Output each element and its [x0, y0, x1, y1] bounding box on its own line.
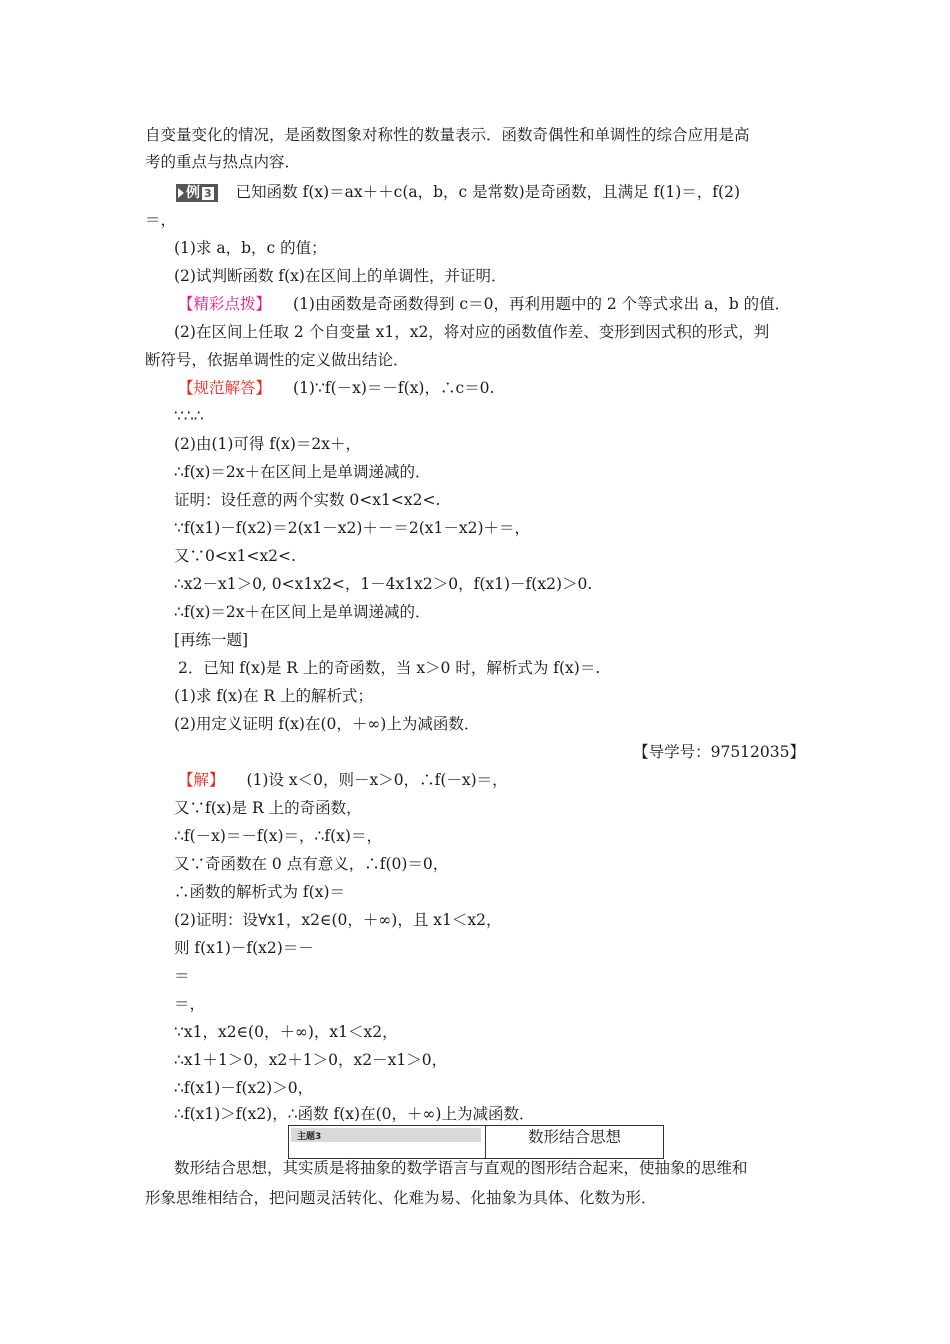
topic-label-bar: [291, 1128, 481, 1142]
tip-line: [178, 294, 790, 314]
solution-line: ∵∴∴: [174, 407, 204, 425]
answer-line: ∴f(x1)＞f(x2)，∴函数 f(x)在(0，＋∞)上为减函数．: [174, 1105, 535, 1123]
topic-header-box: [288, 1125, 664, 1159]
solution-line: (2)由(1)可得 f(x)＝2x＋，: [174, 435, 362, 453]
example-3-statement: 已知函数 f(x)＝ax＋＋c(a，b，c 是常数)是奇函数，且满足 f(1)＝，f(2): [235, 183, 740, 201]
solution-line: 又∵0<x1<x2<.: [174, 547, 296, 565]
solution-line: [178, 378, 494, 398]
example-3-line: [176, 182, 740, 202]
solution-line: ∴x2－x1＞0, 0<x1x2<，1－4x1x2＞0，f(x1)－f(x2)＞0.: [174, 575, 593, 593]
paragraph-line: 断符号，依据单调性的定义做出结论．: [145, 351, 409, 369]
answer-line: 则 f(x1)－f(x2)＝－: [174, 939, 314, 957]
triangle-icon: [178, 188, 184, 198]
answer-line: [178, 770, 508, 790]
solution-line: ∴f(x)＝2x＋在区间上是单调递减的．: [174, 603, 431, 621]
answer-line: ∴x1＋1＞0，x2＋1＞0，x2－x1＞0，: [174, 1051, 448, 1069]
solution-tag: 【规范解答】: [178, 379, 272, 397]
answer-line: ∴f(－x)＝－f(x)＝，∴f(x)＝，: [174, 827, 382, 845]
question-1: (1)求 a，b，c 的值；: [174, 239, 327, 257]
question-2: (2)试判断函数 f(x)在区间上的单调性，并证明．: [174, 267, 507, 285]
answer-line: ∴函数的解析式为 f(x)＝: [174, 883, 346, 901]
answer-line: ∴f(x1)－f(x2)＞0，: [174, 1079, 314, 1097]
practice-subquestion-1: (1)求 f(x)在 R 上的解析式；: [174, 687, 373, 705]
paragraph-line: 数形结合思想，其实质是将抽象的数学语言与直观的图形结合起来，使抽象的思维和: [174, 1159, 748, 1177]
answer-text: (1)设 x＜0，则－x＞0，∴f(－x)＝，: [246, 771, 508, 789]
answer-line: ∵x1，x2∈(0，＋∞)，x1＜x2，: [174, 1023, 398, 1041]
example-badge-number: 3: [204, 187, 212, 200]
paragraph-line: ＝，: [145, 211, 177, 229]
answer-line: 又∵f(x)是 R 上的奇函数，: [174, 799, 362, 817]
example-badge-label: 例: [186, 185, 200, 201]
solution-line: ∴f(x)＝2x＋在区间上是单调递减的．: [174, 463, 431, 481]
answer-tag: 【解】: [178, 771, 225, 789]
answer-line: ＝，: [174, 995, 206, 1013]
practice-heading: [再练一题]: [174, 631, 249, 649]
guide-reference-number: 【导学号：97512035】: [633, 743, 805, 761]
answer-line: ＝: [174, 967, 190, 985]
paragraph-line: 形象思维相结合，把问题灵活转化、化难为易、化抽象为具体、化数为形．: [145, 1189, 657, 1207]
topic-title: 数形结合思想: [527, 1128, 621, 1146]
answer-line: 又∵奇函数在 0 点有意义，∴f(0)＝0，: [174, 855, 449, 873]
example-badge: [176, 184, 218, 202]
solution-text: (1)∵f(－x)＝－f(x)，∴c＝0.: [293, 379, 495, 397]
paragraph-line: (2)在区间上任取 2 个自变量 x1，x2，将对应的函数值作差、变形到因式积的形式，判: [174, 323, 770, 341]
practice-question: 2．已知 f(x)是 R 上的奇函数，当 x＞0 时，解析式为 f(x)＝.: [178, 659, 601, 677]
paragraph-line: 自变量变化的情况，是函数图象对称性的数量表示．函数奇偶性和单调性的综合应用是高: [145, 126, 750, 144]
tip-tag: 【精彩点拨】: [178, 295, 272, 313]
solution-line: ∵f(x1)－f(x2)＝2(x1－x2)＋－＝2(x1－x2)＋＝，: [174, 519, 531, 537]
practice-subquestion-2: (2)用定义证明 f(x)在(0，＋∞)上为减函数．: [174, 715, 480, 733]
paragraph-line: 考的重点与热点内容．: [145, 153, 301, 171]
answer-line: (2)证明：设∀x1，x2∈(0，＋∞)，且 x1＜x2，: [174, 911, 502, 929]
solution-line: 证明：设任意的两个实数 0<x1<x2<.: [174, 491, 441, 509]
tip-text: (1)由函数是奇函数得到 c＝0，再利用题中的 2 个等式求出 a，b 的值．: [293, 295, 791, 313]
topic-label: 主题3: [297, 1132, 322, 1142]
